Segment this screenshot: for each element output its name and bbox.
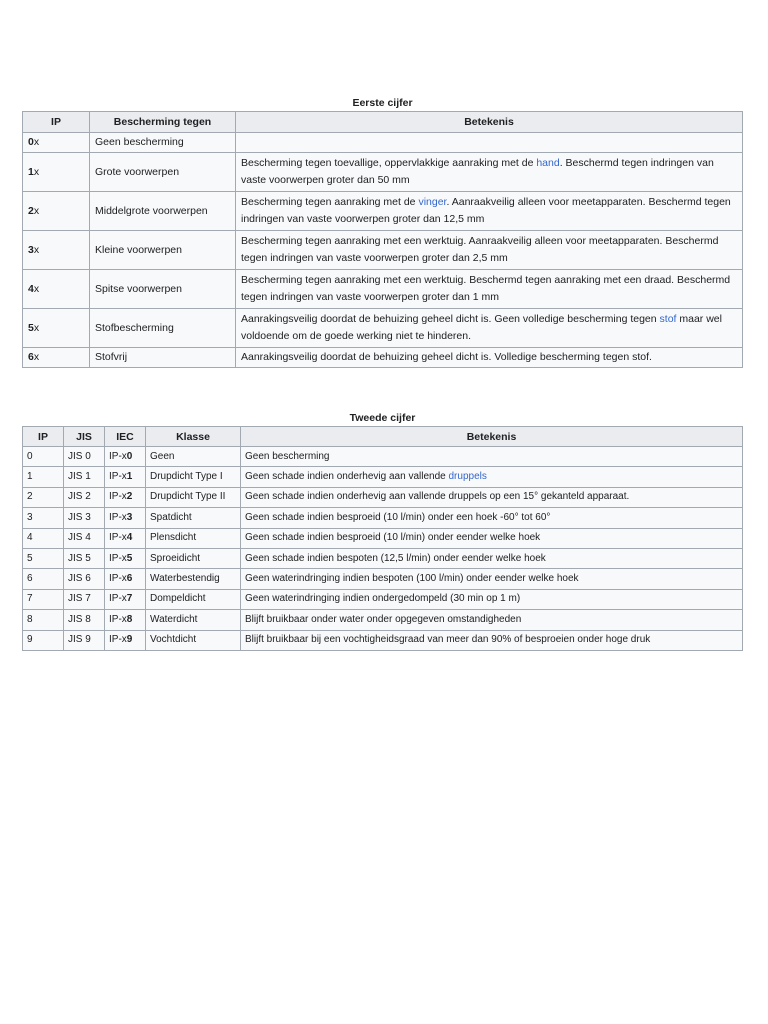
meaning-cell [241,508,743,528]
meaning-cell [236,348,743,368]
table-row [23,447,743,467]
ip-code-cell [23,270,90,309]
ip-digit: 6 [28,351,34,363]
table-row [23,508,743,528]
protection-cell: Spitse voorwerpen [90,270,236,309]
iec-prefix: IP-x [109,491,127,503]
klasse-cell: Plensdicht [146,528,241,548]
ip-cell: 2 [23,487,64,507]
ip-suffix: x [33,321,40,334]
ip-cell: 7 [23,589,64,609]
klasse-cell: Drupdicht Type I [146,467,241,487]
iec-prefix: IP-x [109,573,127,585]
iec-prefix: IP-x [109,593,127,605]
table2-caption: Tweede cijfer [349,412,416,424]
ip-suffix: x [33,351,40,363]
meaning-cell [241,589,743,609]
meaning-text: Geen schade indien bespoten (12,5 l/min) onder eender welke hoek [245,552,546,564]
meaning-text: Geen bescherming [245,450,330,462]
iec-prefix: IP-x [109,511,127,523]
iec-digit: 0 [126,450,133,462]
table-row [23,133,743,153]
meaning-link[interactable]: hand [536,157,560,169]
iec-digit: 6 [126,573,133,585]
meaning-text: Blijft bruikbaar bij een vochtigheidsgraad van meer dan 90% of besproeien onder hoge druk [245,634,651,646]
meaning-cell [236,309,743,348]
iec-cell [105,467,146,487]
meaning-cell [241,610,743,630]
ip-code-cell [23,231,90,270]
meaning-cell [236,270,743,309]
klasse-cell: Spatdicht [146,508,241,528]
ip-cell: 3 [23,508,64,528]
ip-suffix: x [33,243,40,256]
table1-caption: Eerste cijfer [352,97,413,109]
table-row [23,192,743,231]
ip-digit: 1 [28,165,34,178]
ip-code-cell [23,309,90,348]
jis-cell: JIS 4 [64,528,105,548]
jis-cell: JIS 0 [64,447,105,467]
col-header-ip: IP [23,427,64,447]
meaning-cell [241,528,743,548]
ip-suffix: x [33,204,40,217]
meaning-text-rest: . Beschermd tegen indringen van vaste voorwerpen groter dan 50 mm [241,157,714,186]
klasse-cell: Dompeldicht [146,589,241,609]
table-row [23,153,743,192]
table-row [23,630,743,650]
iec-cell [105,569,146,589]
meaning-cell [241,548,743,568]
col-header-meaning: Betekenis [236,112,743,133]
ip-cell: 4 [23,528,64,548]
col-header-protection: Bescherming tegen [90,112,236,133]
iec-prefix: IP-x [109,532,127,544]
meaning-text: Bescherming tegen aanraking met een werktuig. Aanraakveilig alleen voor meetapparaten. Beschermd tegen indringen van vaste voorwerpen groter dan 2,5 mm [241,235,719,264]
table-row [23,231,743,270]
meaning-text-rest: . Aanraakveilig alleen voor meetapparaten. Beschermd tegen indringen van vaste voorwerpen groter dan 12,5 mm [241,196,731,225]
iec-prefix: IP-x [109,552,127,564]
protection-cell: Kleine voorwerpen [90,231,236,270]
table-row [23,548,743,568]
jis-cell: JIS 7 [64,589,105,609]
ip-code-cell [23,153,90,192]
iec-cell [105,508,146,528]
protection-cell: Stofvrij [90,348,236,368]
iec-cell [105,610,146,630]
klasse-cell: Sproeidicht [146,548,241,568]
iec-cell [105,589,146,609]
meaning-link[interactable]: vinger [418,196,447,208]
ip-code-cell [23,348,90,368]
ip-cell: 8 [23,610,64,630]
meaning-text-rest: maar wel voldoende om de goede werking niet te hinderen. [241,313,722,342]
meaning-link[interactable]: stof [659,313,677,325]
table-row [23,569,743,589]
klasse-cell: Geen [146,447,241,467]
table-row [23,270,743,309]
klasse-cell: Waterdicht [146,610,241,630]
meaning-text: Blijft bruikbaar onder water onder opgegeven omstandigheden [245,613,522,625]
meaning-text: Bescherming tegen toevallige, oppervlakkige aanraking met de [241,157,537,169]
ip-code-cell [23,192,90,231]
table-row [23,589,743,609]
col-header-meaning: Betekenis [241,427,743,447]
iec-digit: 5 [126,552,133,564]
iec-digit: 2 [126,491,133,503]
klasse-cell: Vochtdicht [146,630,241,650]
ip-digit: 5 [28,321,34,334]
meaning-cell [241,487,743,507]
ip-cell: 9 [23,630,64,650]
meaning-cell [241,467,743,487]
ip-digit: 2 [28,204,34,217]
iec-digit: 3 [126,511,133,523]
ip-cell: 5 [23,548,64,568]
iec-cell [105,548,146,568]
protection-cell: Middelgrote voorwerpen [90,192,236,231]
iec-prefix: IP-x [109,471,127,483]
ip-cell: 0 [23,447,64,467]
iec-digit: 4 [126,532,133,544]
protection-cell: Geen bescherming [90,133,236,153]
table-row [23,610,743,630]
col-header-klasse: Klasse [146,427,241,447]
meaning-cell [236,231,743,270]
meaning-text: Aanrakingsveilig doordat de behuizing geheel dicht is. Volledige bescherming tegen stof. [241,351,652,363]
jis-cell: JIS 1 [64,467,105,487]
iec-prefix: IP-x [109,613,127,625]
table-row [23,348,743,368]
table-row [23,528,743,548]
table-row [23,487,743,507]
meaning-cell [236,192,743,231]
klasse-cell: Waterbestendig [146,569,241,589]
meaning-text: Geen schade indien besproeid (10 l/min) onder eender welke hoek [245,532,541,544]
col-header-jis: JIS [64,427,105,447]
jis-cell: JIS 9 [64,630,105,650]
klasse-cell: Drupdicht Type II [146,487,241,507]
ip-digit: 3 [28,243,34,256]
ip-cell: 6 [23,569,64,589]
iec-cell [105,447,146,467]
ip-suffix: x [33,165,40,178]
meaning-cell [241,630,743,650]
meaning-text: Geen schade indien besproeid (10 l/min) onder een hoek -60° tot 60° [245,511,551,523]
meaning-cell [236,133,743,153]
ip-cell: 1 [23,467,64,487]
iec-cell [105,528,146,548]
iec-prefix: IP-x [109,634,127,646]
jis-cell: JIS 5 [64,548,105,568]
protection-cell: Grote voorwerpen [90,153,236,192]
jis-cell: JIS 6 [64,569,105,589]
iec-cell [105,630,146,650]
meaning-cell [241,569,743,589]
col-header-iec: IEC [105,427,146,447]
col-header-ip: IP [23,112,90,133]
ip-suffix: x [33,282,40,295]
first-digit-section [22,96,743,368]
meaning-text: Geen schade indien onderhevig aan vallende druppels op een 15° gekanteld apparaat. [245,491,630,503]
meaning-text: Geen waterindringing indien ondergedompeld (30 min op 1 m) [245,593,521,605]
meaning-text: Geen waterindringing indien bespoten (100 l/min) onder eender welke hoek [245,573,579,585]
ip-code-cell [23,133,90,153]
protection-cell: Stofbescherming [90,309,236,348]
iec-prefix: IP-x [109,450,127,462]
ip-digit: 4 [28,282,34,295]
iec-digit: 7 [126,593,133,605]
meaning-link[interactable]: druppels [448,471,487,483]
iec-digit: 1 [126,471,133,483]
jis-cell: JIS 8 [64,610,105,630]
jis-cell: JIS 2 [64,487,105,507]
table-row [23,467,743,487]
iec-digit: 9 [126,634,133,646]
meaning-text: Bescherming tegen aanraking met een werktuig. Beschermd tegen aanraking met een draad. Beschermd tegen indringen van vaste voorwerpen groter dan 1 mm [241,274,731,303]
second-digit-table [22,426,743,651]
meaning-text: Geen schade indien onderhevig aan vallende [245,471,449,483]
iec-digit: 8 [126,613,133,625]
meaning-text: Aanrakingsveilig doordat de behuizing geheel dicht is. Geen volledige bescherming tegen [241,313,660,325]
ip-digit: 0 [28,136,34,148]
ip-suffix: x [33,136,40,148]
meaning-text: Bescherming tegen aanraking met de [241,196,419,208]
iec-cell [105,487,146,507]
meaning-cell [236,153,743,192]
meaning-cell [241,447,743,467]
first-digit-table [22,111,743,368]
second-digit-section [22,411,743,651]
table-row [23,309,743,348]
jis-cell: JIS 3 [64,508,105,528]
